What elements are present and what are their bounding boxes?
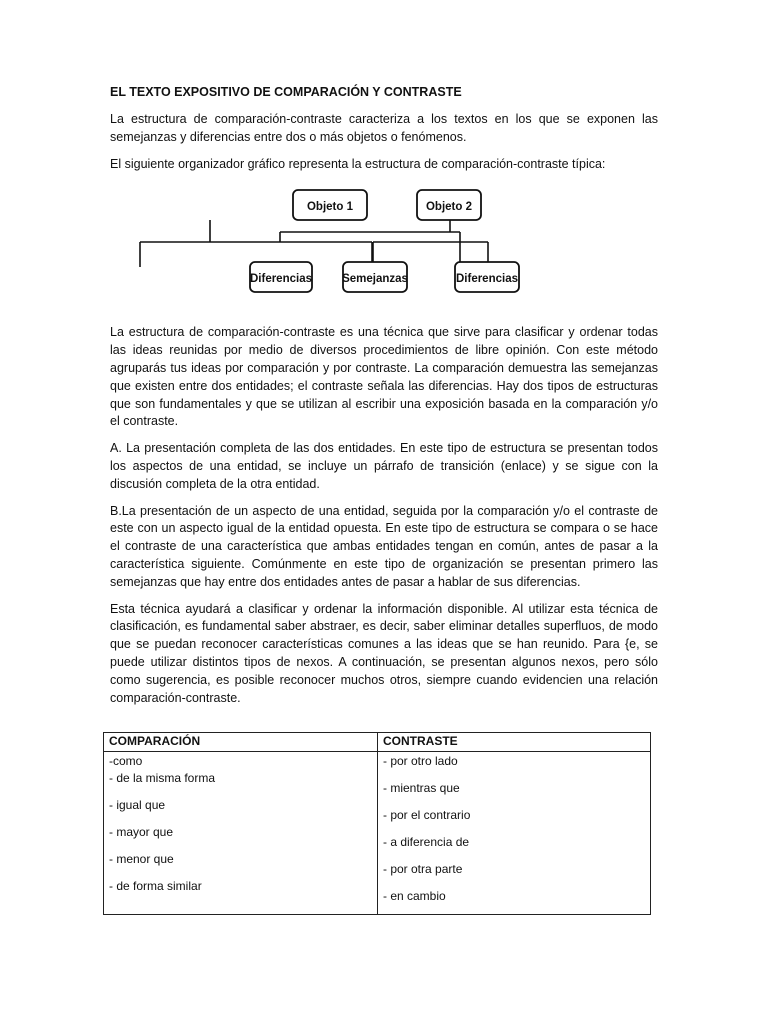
list-item: - por otra parte [383,862,463,876]
contrast-cell [378,752,651,915]
list-item: - a diferencia de [383,835,470,849]
comparison-cell [104,752,378,915]
list-item: - por otro lado [383,754,458,768]
node-differences-left-label: Diferencias [249,273,313,286]
list-item: - de forma similar [109,879,202,893]
document-body [110,84,658,716]
header-contrast: CONTRASTE [378,733,651,752]
intro-paragraph: La estructura de comparación-contraste caracteriza a los textos en los que se exponen las semejanzas y diferencias entre dos o más objetos o fenómenos. [110,112,658,144]
table-row [104,752,651,915]
node-object-2-label: Objeto 2 [425,201,473,214]
graphic-organizer [110,182,658,302]
list-item: - por el contrario [383,808,471,822]
node-similarities-label: Semejanzas [342,273,408,286]
technique-paragraph: La estructura de comparación-contraste es una técnica que sirve para clasificar y ordenar todas las ideas reunidas por medio de diversos procedimientos de libre opinión. Con este método agruparás tus ideas por comparación y por contraste. La comparación demuestra las semejanzas que existen entre dos entidades; el contraste señala las diferencias. Hay dos tipos de estructuras que son fundamentales y que se utilizan al escribir una exposición basada en la comparación y/o el contraste. [110,325,658,429]
list-item: -como [109,754,143,768]
list-item: - de la misma forma [109,771,216,785]
list-item: - mientras que [383,781,460,795]
list-item: - mayor que [109,825,174,839]
node-object-1-label: Objeto 1 [306,201,354,214]
connector-lines [140,220,488,268]
closing-paragraph: Esta técnica ayudará a clasificar y ordenar la información disponible. Al utilizar esta técnica de clasificación, es fundamental saber abstraer, es decir, saber eliminar detalles superfluos, de modo que se puedan reconocer características comunes a las ideas que se han reunido. Para {e, se puede utilizar distintos tipos de nexos. A continuación, se presentan algunos nexos, pero sólo como sugerencia, es posible reconocer muchos otros, siempre cuando evidencien una relación comparación-contraste. [110,601,658,705]
node-differences-right-label: Diferencias [455,273,519,286]
type-a-paragraph: A. La presentación completa de las dos entidades. En este tipo de estructura se presentan todos los aspectos de una entidad, se incluye un párrafo de transición (enlace) y se sigue con la discusión completa de la otra entidad. [110,441,658,491]
list-item: - en cambio [383,889,446,903]
type-b-paragraph: B.La presentación de un aspecto de una entidad, seguida por la comparación y/o el contraste de este con un aspecto igual de la entidad opuesta. En este tipo de estructura se compara o se hace el contraste de una característica que ambas entidades tengan en común, antes de pasar a la característica siguiente. Comúnmente en este tipo de organización se presentan primero las semejanzas que hay entre dos entidades antes de pasar a hablar de sus diferencias. [110,503,658,589]
list-item: - igual que [109,798,166,812]
list-item: - menor que [109,852,174,866]
document-title: EL TEXTO EXPOSITIVO DE COMPARACIÓN Y CONTRASTE [110,85,462,99]
header-comparison: COMPARACIÓN [104,733,378,752]
table-header-row [104,733,651,752]
organizer-paragraph: El siguiente organizador gráfico representa la estructura de comparación-contraste típica: [110,156,606,171]
connectors-table [103,732,651,915]
organizer-diagram [110,182,658,302]
